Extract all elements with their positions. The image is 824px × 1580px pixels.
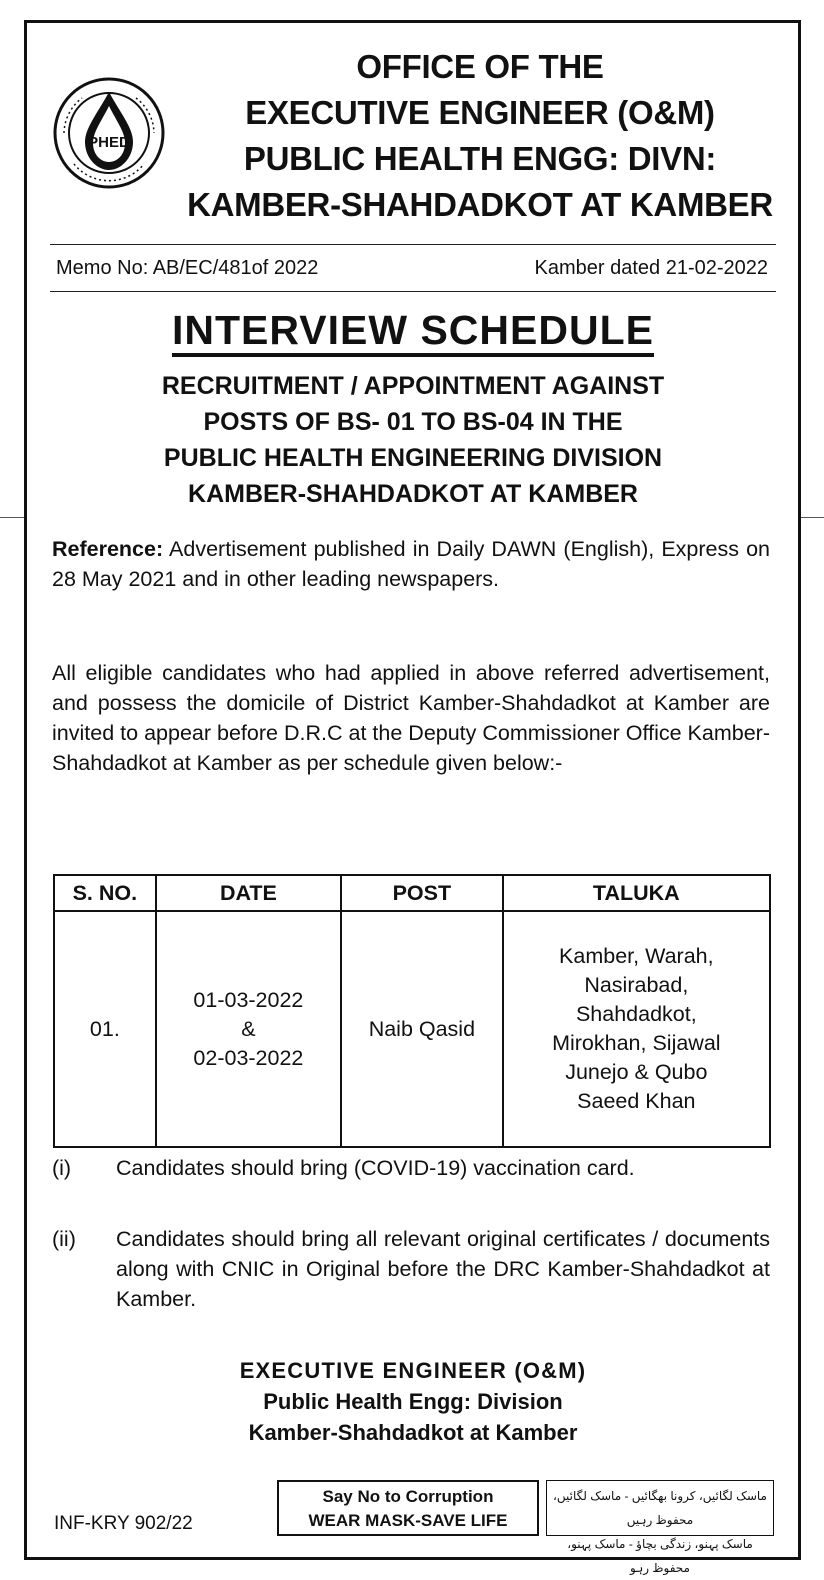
memo-date: Kamber dated 21-02-2022 xyxy=(534,257,768,279)
table-header-row xyxy=(54,875,770,911)
divider xyxy=(50,244,776,245)
col-header-post: POST xyxy=(341,875,503,911)
col-header-date: DATE xyxy=(156,875,341,911)
note-item xyxy=(52,1153,770,1215)
note-text: Candidates should bring all relevant original certificates / documents along with CNIC in Original before the DRC Kamber-Shahdadkot at Kamber. xyxy=(116,1227,770,1311)
memo-number: Memo No: AB/EC/481of 2022 xyxy=(56,257,319,279)
intro-paragraph: All eligible candidates who had applied in above referred advertisement, and possess the domicile of District Kamber-Shahdadkot at Kamber are invited to appear before D.R.C at the Deputy Commissioner Office Kamber-Shahdadkot at Kamber as per schedule given below:- xyxy=(52,661,770,775)
col-header-taluka: TALUKA xyxy=(503,875,770,911)
page-title: INTERVIEW SCHEDULE xyxy=(50,305,776,355)
cell-sno: 01. xyxy=(54,911,156,1147)
corruption-line: Say No to Corruption xyxy=(322,1487,494,1506)
subtitle-line: RECRUITMENT / APPOINTMENT AGAINST xyxy=(161,372,665,400)
reference-text: Advertisement published in Daily DAWN (English), Express on 28 May 2021 and in other leading newspapers. xyxy=(52,537,770,591)
signature-line: Public Health Engg: Division xyxy=(263,1389,563,1414)
corruption-line: WEAR MASK-SAVE LIFE xyxy=(308,1511,508,1530)
subtitle xyxy=(50,368,776,512)
header-line: EXECUTIVE ENGINEER (O&M) xyxy=(245,94,715,131)
taluka-line: Mirokhan, Sijawal xyxy=(552,1031,721,1055)
corruption-box xyxy=(277,1480,539,1536)
divider xyxy=(50,291,776,292)
note-item xyxy=(52,1224,770,1316)
header-line: KAMBER-SHAHDADKOT AT KAMBER xyxy=(187,186,773,223)
taluka-line: Junejo & Qubo xyxy=(565,1060,708,1084)
cell-date xyxy=(156,911,341,1147)
office-header xyxy=(180,44,780,228)
urdu-line: ماسک لگائیں، کرونا بھگائیں - ماسک لگائیں، محفوظ رہیں xyxy=(553,1489,767,1527)
date-line: 02-03-2022 xyxy=(193,1045,304,1070)
subtitle-line: KAMBER-SHAHDADKOT AT KAMBER xyxy=(188,480,638,508)
phed-logo-icon xyxy=(52,76,166,190)
inf-code: INF-KRY 902/22 xyxy=(54,1513,193,1534)
taluka-line: Saeed Khan xyxy=(577,1089,696,1113)
note-number: (ii) xyxy=(52,1227,76,1251)
taluka-line: Shahdadkot, xyxy=(575,1002,697,1026)
taluka-line: Nasirabad, xyxy=(584,973,689,997)
note-text: Candidates should bring (COVID-19) vaccination card. xyxy=(116,1156,635,1180)
signature-line: Kamber-Shahdadkot at Kamber xyxy=(248,1420,578,1445)
header-line: PUBLIC HEALTH ENGG: DIVN: xyxy=(243,140,717,177)
subtitle-line: POSTS OF BS- 01 TO BS-04 IN THE xyxy=(203,408,623,436)
subtitle-line: PUBLIC HEALTH ENGINEERING DIVISION xyxy=(163,444,663,472)
header-line: OFFICE OF THE xyxy=(356,48,604,85)
taluka-line: Kamber, Warah, xyxy=(559,944,714,968)
cut-line-right xyxy=(801,517,824,518)
logo-text: PHED xyxy=(88,134,130,151)
cell-taluka xyxy=(503,911,770,1147)
date-line: & xyxy=(241,1016,256,1041)
signature-line: EXECUTIVE ENGINEER (O&M) xyxy=(239,1358,587,1383)
reference-label: Reference: xyxy=(52,537,164,561)
table-row xyxy=(54,911,770,1147)
note-number: (i) xyxy=(52,1156,72,1180)
reference-paragraph xyxy=(52,534,770,594)
urdu-mask-box xyxy=(546,1480,774,1575)
schedule-table xyxy=(53,874,771,1148)
col-header-sno: S. NO. xyxy=(54,875,156,911)
urdu-line: ماسک پہنو، زندگی بچاؤ - ماسک پہنو، محفوظ رہو xyxy=(567,1537,753,1575)
memo-row xyxy=(50,257,776,287)
cut-line-left xyxy=(0,517,24,518)
cell-post: Naib Qasid xyxy=(341,911,503,1147)
signature-block xyxy=(50,1355,776,1448)
notice-border xyxy=(24,20,801,1560)
date-line: 01-03-2022 xyxy=(193,987,304,1012)
